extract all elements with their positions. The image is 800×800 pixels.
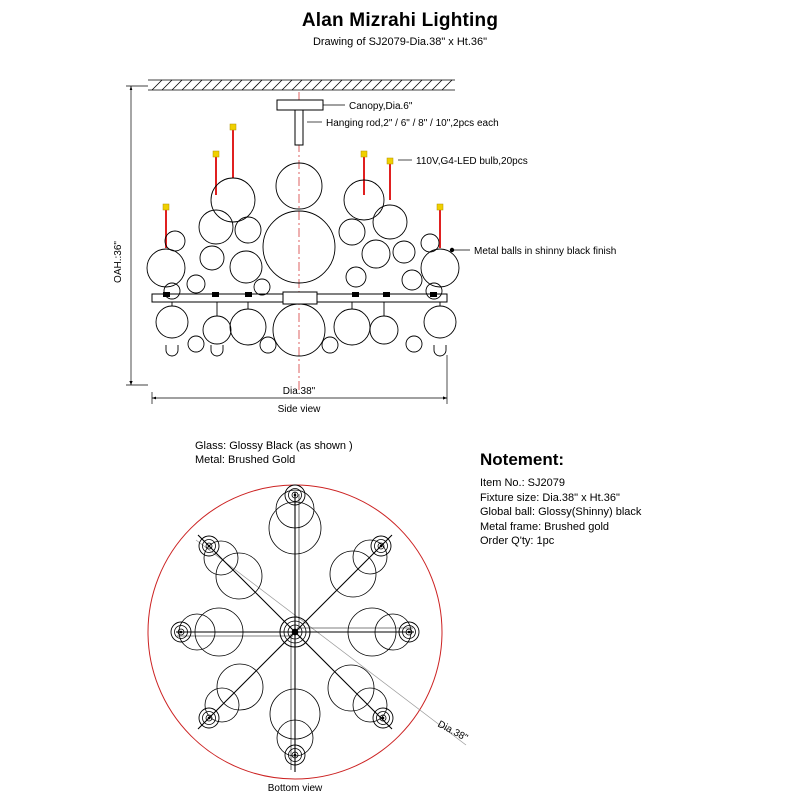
notement-item-1: Fixture size: Dia.38" x Ht.36" — [480, 491, 620, 504]
bar-center-hub — [283, 292, 317, 304]
callout-canopy: Canopy,Dia.6" — [349, 101, 413, 112]
ceiling-hatch — [148, 80, 455, 90]
bottom-view-group — [148, 485, 470, 794]
oah-dimension-label: OAH.:36" — [113, 241, 124, 283]
height-dimension — [126, 86, 148, 385]
page-title: Alan Mizrahi Lighting — [301, 10, 499, 31]
material-spec — [195, 439, 353, 467]
notement-item-0: Item No.: SJ2079 — [480, 477, 565, 489]
callout-metal-balls: Metal balls in shinny black finish — [474, 246, 617, 257]
callout-hanging-rod: Hanging rod,2" / 6" / 8" / 10",2pcs each — [326, 118, 499, 129]
side-view-group — [113, 80, 616, 415]
upper-glass-balls — [147, 163, 459, 299]
bottom-view-label: Bottom view — [267, 783, 323, 794]
page-subtitle: Drawing of SJ2079-Dia.38" x Ht.36" — [312, 36, 488, 48]
side-diameter-label: Dia.38" — [282, 386, 316, 397]
notement-heading: Notement: — [480, 450, 565, 469]
notement-item-3: Metal frame: Brushed gold — [480, 520, 610, 533]
canopy — [277, 100, 323, 110]
lower-glass-balls — [156, 304, 456, 356]
callout-bulb: 110V,G4-LED bulb,20pcs — [416, 156, 528, 167]
main-drop-rod — [295, 110, 303, 145]
material-glass: Glass: Glossy Black (as shown ) — [195, 440, 353, 452]
lower-ball-stems — [166, 302, 446, 356]
notement-item-4: Order Q'ty: 1pc — [480, 535, 555, 547]
callout-dot — [450, 248, 454, 252]
material-metal: Metal: Brushed Gold — [195, 454, 296, 466]
side-view-label: Side view — [277, 404, 321, 415]
notement-list — [480, 476, 641, 549]
bottom-diameter-label: Dia.38" — [435, 718, 470, 744]
notement-item-2: Global ball: Glossy(Shinny) black — [480, 506, 642, 518]
